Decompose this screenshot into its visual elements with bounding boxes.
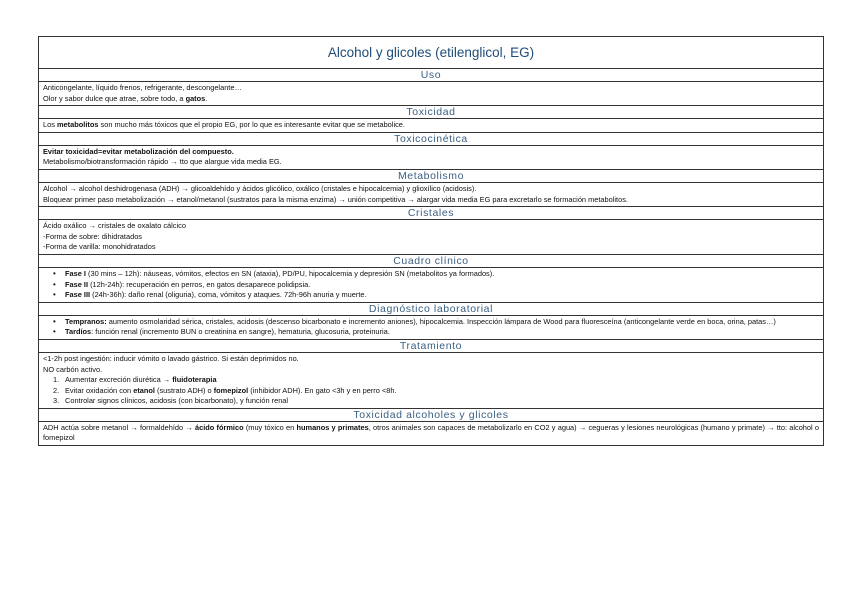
list-number: 1.: [53, 375, 60, 385]
text-line: [43, 120, 819, 131]
list-number: 2.: [53, 385, 60, 395]
text-line: [43, 94, 819, 105]
list-number: 3.: [53, 396, 60, 406]
text-line: Anticongelante, líquido frenos, refrigerante, descongelante…: [43, 83, 242, 92]
bold-text: Tardíos: [65, 327, 92, 337]
text-span: : función renal (incremento BUN o creatinina en sangre), hematuria, glucosuria, proteinuria.: [91, 327, 390, 337]
text-span: (24h-36h): daño renal (oliguria), coma, vómitos y ataques. 72h-96h anuria y muerte.: [90, 290, 367, 300]
text-span: .: [205, 93, 208, 103]
list-item: [53, 396, 819, 407]
text-line: Ácido oxálico → cristales de oxalato cálcico: [43, 221, 186, 231]
text-span: ADH actúa sobre metanol → formaldehído →: [43, 422, 195, 432]
bold-text: humanos y primates: [296, 422, 369, 432]
bullet-list: [43, 269, 819, 301]
bold-text: Fase I: [65, 268, 86, 278]
bold-text: etanol: [133, 385, 155, 395]
section-heading-cristales: Cristales: [39, 207, 823, 220]
text-line: -Forma de sobre: dihidratados: [43, 231, 143, 241]
section-heading-tratamiento: Tratamiento: [39, 340, 823, 353]
bold-text: fomepizol: [213, 385, 249, 395]
text-line: <1-2h post ingestión: inducir vómito o lavado gástrico. Si están deprimidos no.: [43, 353, 299, 363]
list-item: [53, 375, 819, 386]
section-body-toxicidad-alcoholes: [39, 422, 823, 445]
section-heading-toxicocinetica: Toxicocinética: [39, 133, 823, 146]
section-body-toxicidad: [39, 119, 823, 133]
list-item: [65, 327, 819, 338]
bold-text: Evitar toxicidad=evitar metabolización del compuesto.: [43, 146, 234, 156]
bold-text: Fase II: [65, 279, 89, 289]
bold-text: ácido fórmico: [194, 422, 244, 432]
text-span: (12h-24h): recuperación en perros, en gatos desaparece polidipsia.: [88, 279, 311, 289]
section-body-cristales: [39, 220, 823, 255]
numbered-list: [43, 375, 819, 407]
list-item: [65, 269, 819, 280]
text-span: Evitar oxidación con: [65, 385, 134, 395]
list-item: [65, 290, 819, 301]
text-span: Olor y sabor dulce que atrae, sobre todo, a: [43, 93, 186, 103]
bold-text: metabolitos: [56, 120, 99, 130]
document-title: Alcohol y glicoles (etilenglicol, EG): [39, 37, 823, 69]
section-body-uso: [39, 82, 823, 106]
text-span: son mucho más tóxicos que el propio EG, por lo que es interesante evitar que se metabolice.: [98, 120, 405, 130]
list-item: [53, 385, 819, 397]
text-span: (sustrato ADH) o: [154, 385, 214, 395]
text-paragraph: [43, 423, 819, 444]
list-item: [65, 280, 819, 291]
text-span: (30 mins – 12h): náuseas, vómitos, efectos en SN (ataxia), PD/PU, hipocalcemia y depresión SN (metabolitos ya formados).: [85, 268, 495, 278]
section-body-cuadro-clinico: [39, 268, 823, 303]
text-span: , otros animales son capaces de metabolizarlo en CO2 y agua) → cegueras y lesiones neurológicas (humano y primate) → tto: alcohol o fomepizol: [43, 422, 820, 443]
section-body-toxicocinetica: [39, 146, 823, 170]
text-line: Metabolismo/biotransformación rápido → tto que alargue vida media EG.: [43, 157, 282, 167]
text-span: (inhibidor ADH). En gato <3h y en perro <8h.: [248, 385, 397, 395]
section-heading-diagnostico: Diagnóstico laboratorial: [39, 303, 823, 316]
text-line: NO carbón activo.: [43, 364, 103, 374]
text-span: (muy tóxico en: [243, 422, 297, 432]
bullet-list: [43, 317, 819, 338]
section-heading-cuadro-clinico: Cuadro clínico: [39, 255, 823, 268]
bold-text: Fase III: [65, 290, 91, 300]
section-heading-uso: Uso: [39, 69, 823, 82]
bold-text: fluidoterapia: [172, 375, 217, 385]
section-body-tratamiento: [39, 353, 823, 409]
section-heading-toxicidad: Toxicidad: [39, 106, 823, 119]
text-span: Controlar signos clínicos, acidosis (con bicarbonato), y función renal: [65, 396, 289, 406]
section-body-metabolismo: [39, 183, 823, 207]
text-span: Aumentar excreción diurética →: [65, 375, 173, 385]
section-body-diagnostico: [39, 316, 823, 340]
bold-text: gatos: [185, 93, 206, 103]
text-line: -Forma de varilla: monohidratados: [43, 242, 156, 252]
text-span: Los: [43, 120, 57, 130]
text-line: [43, 147, 819, 158]
section-heading-toxicidad-alcoholes: Toxicidad alcoholes y glicoles: [39, 409, 823, 422]
section-heading-metabolismo: Metabolismo: [39, 170, 823, 183]
text-span: aumento osmolaridad sérica, cristales, acidosis (descenso bicarbonato e incremento aniones), hipocalcemia. Inspección lámpara de Wood para fluoresceína (anticongelante verde en boca, orina, patas…): [106, 316, 776, 326]
list-item: [65, 317, 819, 328]
bold-text: Tempranos:: [65, 316, 107, 326]
document-table: [38, 36, 824, 446]
text-paragraph: Bloquear primer paso metabolización → etanol/metanol (sustratos para la misma enzima) → unión competitiva → alargar vida media EG para excretarlo se formación metabolitos.: [43, 194, 628, 204]
text-line: Alcohol → alcohol deshidrogenasa (ADH) → glicoaldehído y ácidos glicólico, oxálico (cristales e hipocalcemia) y glioxílico (acidosis).: [43, 183, 477, 193]
